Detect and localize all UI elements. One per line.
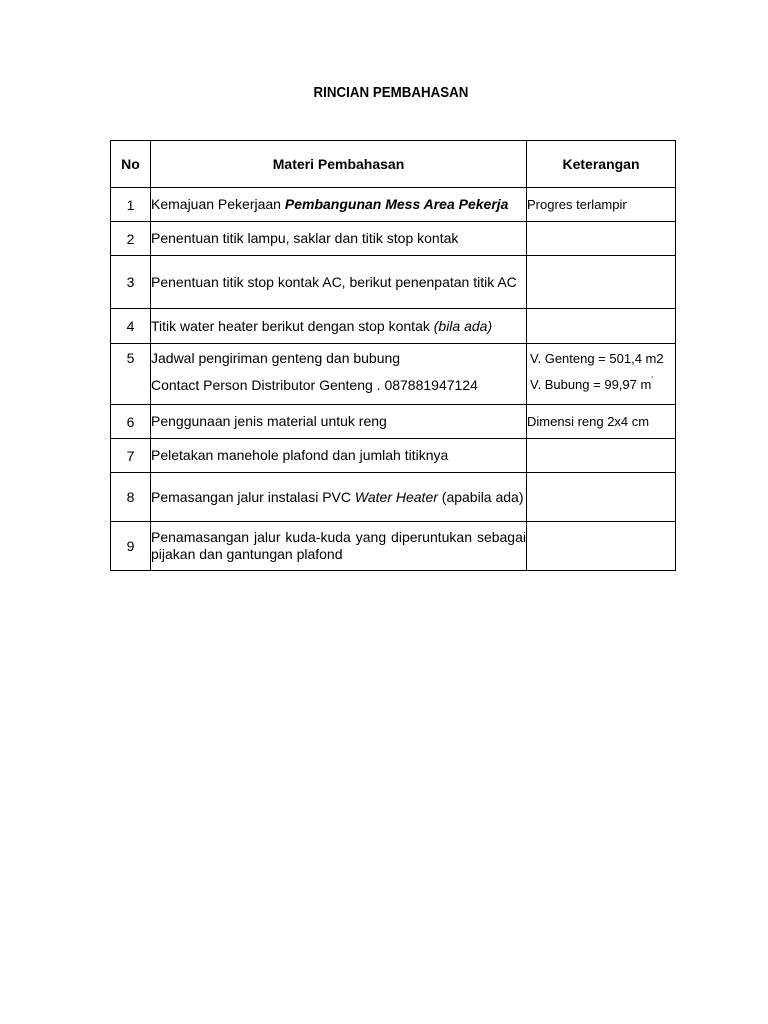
table-row — [111, 473, 676, 522]
header-no: No — [111, 141, 151, 188]
row-materi — [151, 188, 527, 222]
keterangan-superscript: ' — [651, 375, 653, 384]
table-row — [111, 405, 676, 439]
materi-text: Pemasangan jalur instalasi PVC — [151, 488, 355, 505]
discussion-table — [110, 140, 676, 571]
table-row — [111, 344, 676, 405]
header-keterangan: Keterangan — [527, 141, 676, 188]
page-title: RINCIAN PEMBAHASAN — [313, 85, 469, 101]
row-number: 8 — [111, 473, 151, 522]
materi-emphasis: (bila ada) — [433, 317, 493, 334]
table-row — [111, 522, 676, 571]
materi-line-1: Jadwal pengiriman genteng dan bubung — [151, 350, 401, 366]
row-keterangan: Dimensi reng 2x4 cm — [527, 405, 676, 439]
materi-tail: (apabila ada) — [437, 488, 524, 505]
row-materi: Penamasangan jalur kuda-kuda yang diperuntukan sebagai pijakan dan gantungan plafond — [151, 522, 527, 571]
header-materi: Materi Pembahasan — [151, 141, 527, 188]
materi-text: Titik water heater berikut dengan stop kontak — [151, 317, 434, 334]
materi-emphasis: Pembangunan Mess Area Pekerja — [284, 196, 509, 212]
row-keterangan — [527, 522, 676, 571]
row-keterangan: Progres terlampir — [527, 188, 676, 222]
row-keterangan — [527, 222, 676, 256]
table-row — [111, 188, 676, 222]
row-materi — [151, 344, 527, 405]
row-materi: Penentuan titik stop kontak AC, berikut penenpatan titik AC — [151, 256, 527, 309]
row-number: 4 — [111, 309, 151, 344]
row-number: 6 — [111, 405, 151, 439]
row-number: 1 — [111, 188, 151, 222]
row-keterangan — [527, 473, 676, 522]
table-row — [111, 222, 676, 256]
row-keterangan — [527, 256, 676, 309]
row-materi: Peletakan manehole plafond dan jumlah titiknya — [151, 439, 527, 473]
row-keterangan — [527, 439, 676, 473]
row-number: 2 — [111, 222, 151, 256]
table-row — [111, 439, 676, 473]
keterangan-line-2 — [530, 377, 675, 392]
keterangan-line-1: V. Genteng = 501,4 m2 — [530, 351, 664, 366]
row-keterangan — [527, 309, 676, 344]
row-materi: Penggunaan jenis material untuk reng — [151, 405, 527, 439]
materi-text: Kemajuan Pekerjaan — [151, 196, 285, 212]
table-header-row — [111, 141, 676, 188]
materi-emphasis: Water Heater — [354, 488, 438, 505]
materi-line-2: Contact Person Distributor Genteng . 087881947124 — [151, 377, 478, 393]
keterangan-line-2-text: V. Bubung = 99,97 m — [530, 377, 652, 392]
row-number: 7 — [111, 439, 151, 473]
table-row — [111, 256, 676, 309]
row-number: 9 — [111, 522, 151, 571]
row-materi: Penentuan titik lampu, saklar dan titik stop kontak — [151, 222, 527, 256]
row-number: 3 — [111, 256, 151, 309]
row-materi — [151, 309, 527, 344]
row-materi — [151, 473, 527, 522]
row-keterangan — [527, 344, 676, 405]
row-number: 5 — [111, 344, 151, 405]
table-row — [111, 309, 676, 344]
